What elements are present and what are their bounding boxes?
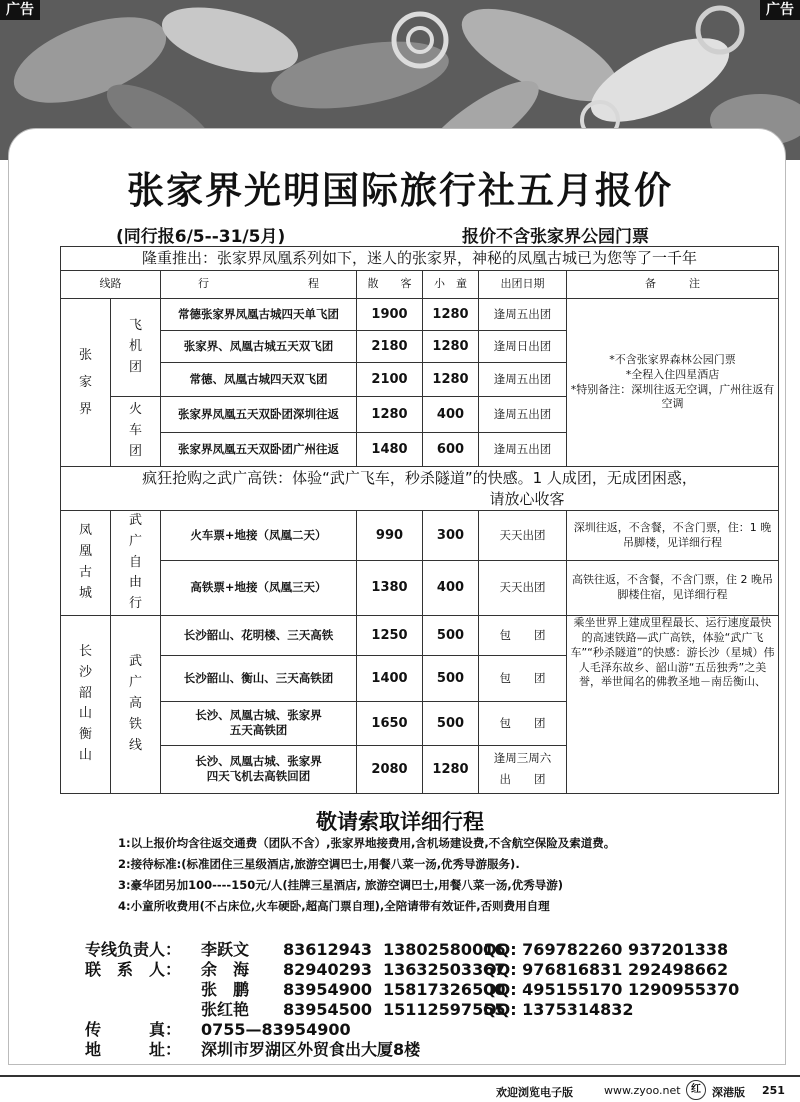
quote-period: (同行报6/5--31/5月) (116, 227, 286, 247)
header-note: 备 注 (567, 271, 779, 299)
fax-row: 传 真： 0755—83954900 (85, 1020, 351, 1039)
zjj-notes: *不含张家界森林公园门票 *全程入住四星酒店 *特别备注：深圳往返无空调，广州往返有空调 (567, 299, 779, 467)
header-child: 小 童 (423, 271, 479, 299)
region-fenghuang: 凤凰古城 (61, 511, 111, 616)
table-row: 长沙、凤凰古城、张家界 四天飞机去高铁回团 2080 1280 逢周三周六 出 团 (61, 745, 779, 793)
region-changsha: 长沙韶山衡山 (61, 615, 111, 793)
table-row: 长沙韶山衡山 武广高铁线 长沙韶山、花明楼、三天高铁 1250 500 包 团 乘坐世界上建成里程最长、运行速度最快的高速铁路—武广高铁，体验“武广飞车”“秒杀隧道”的快感：游长沙（星城）伟人毛泽东故乡、韶山游“五岳独秀”之美誉，举世闻名的佛教圣地－南岳衡山、 (61, 615, 779, 655)
contact-row: 张 鹏 83954900 15817326500 QQ: 495155170 1290955370 (201, 980, 740, 999)
table-row: 张家界、凤凰古城五天双飞团 2180 1280 逢周日出团 (61, 331, 779, 363)
group-free-travel: 武广自由行 (111, 511, 161, 616)
table-row: 凤凰古城 武广自由行 火车票+地接（凤凰二天） 990 300 天天出团 深圳往返，不含餐，不含门票，住：1 晚吊脚楼，见详细行程 (61, 511, 779, 561)
cs-note: 乘坐世界上建成里程最长、运行速度最快的高速铁路—武广高铁，体验“武广飞车”“秒杀隧道”的快感：游长沙（星城）伟人毛泽东故乡、韶山游“五岳独秀”之美誉，举世闻名的佛教圣地－南岳衡山、 (567, 615, 779, 793)
contact-row: 张红艳 83954500 15112597555 QQ: 1375314832 (201, 1000, 634, 1019)
promo-headline-rail: 疯狂抢购之武广高铁：体验“武广飞车，秒杀隧道”的快感。1 人成团，无成团困惑， 请放心收客 (61, 467, 779, 511)
contact-block (85, 940, 785, 1060)
contact-row: 专线负责人： 李跃文 83612943 13802580016 QQ: 769782260 937201338 (85, 940, 729, 959)
price-exclusion-note: 报价不含张家界公园门票 (462, 227, 649, 247)
page-number: 251 (762, 1084, 785, 1097)
contact-row: 联 系 人： 余 海 82940293 13632503367 QQ: 976816831 292498662 (85, 960, 729, 979)
request-itinerary-heading: 敬请索取详细行程 (316, 810, 484, 834)
logo-icon: 红 (686, 1080, 706, 1100)
terms-list (118, 833, 778, 917)
ad-label-left: 广告 (0, 0, 40, 20)
header-date: 出团日期 (479, 271, 567, 299)
group-train: 火车团 (111, 397, 161, 467)
table-header-row (61, 271, 779, 299)
table-row: 张家界凤凰五天双卧团广州往返 1480 600 逢周五出团 (61, 433, 779, 467)
term-item: 1:以上报价均含往返交通费（团队不含）,张家界地接费用,含机场建设费,不含航空保险及索道费。 (118, 836, 616, 850)
table-row: 长沙、凤凰古城、张家界 五天高铁团 1650 500 包 团 (61, 701, 779, 745)
header-line: 线路 (61, 271, 161, 299)
header-route: 行 程 (161, 271, 357, 299)
footer-browse-text: 欢迎浏览电子版 (496, 1086, 573, 1099)
table-row: 张家界 飞机团 常德张家界凤凰古城四天单飞团 1900 1280 逢周五出团 *不含张家界森林公园门票 *全程入住四星酒店 *特别备注：深圳往返无空调，广州往返有空调 (61, 299, 779, 331)
group-rail-line: 武广高铁线 (111, 615, 161, 793)
term-item: 3:豪华团另加100----150元/人(挂牌三星酒店, 旅游空调巴士,用餐八菜一汤,优秀导游) (118, 878, 564, 892)
header-adult: 散 客 (357, 271, 423, 299)
table-row: 长沙韶山、衡山、三天高铁团 1400 500 包 团 (61, 655, 779, 701)
ad-label-right: 广告 (760, 0, 800, 20)
term-item: 4:小童所收费用(不占床位,火车硬卧,超高门票自理),全陪请带有效证件,否则费用自理 (118, 899, 550, 913)
promo-headline-zjj: 隆重推出：张家界凤凰系列如下，迷人的张家界，神秘的凤凰古城已为您等了一千年 (61, 247, 779, 271)
term-item: 2:接待标准:(标准团住三星级酒店,旅游空调巴士,用餐八菜一汤,优秀导游服务). (118, 857, 520, 871)
footer-edition: 深港版 (712, 1086, 745, 1099)
region-zhangjiajie: 张家界 (61, 299, 111, 467)
page-footer (0, 1075, 800, 1102)
table-row: 常德、凤凰古城四天双飞团 2100 1280 逢周五出团 (61, 363, 779, 397)
footer-site-link[interactable]: www.zyoo.net (604, 1084, 681, 1097)
price-table (60, 246, 779, 794)
page-title: 张家界光明国际旅行社五月报价 (127, 169, 673, 212)
table-row: 高铁票+地接（凤凰三天） 1380 400 天天出团 高铁往返，不含餐，不含门票，住 2 晚吊脚楼住宿，见详细行程 (61, 561, 779, 616)
table-row: 火车团 张家界凤凰五天双卧团深圳往返 1280 400 逢周五出团 (61, 397, 779, 433)
group-flight: 飞机团 (111, 299, 161, 397)
address-row: 地 址： 深圳市罗湖区外贸食出大厦8楼 (85, 1040, 421, 1059)
